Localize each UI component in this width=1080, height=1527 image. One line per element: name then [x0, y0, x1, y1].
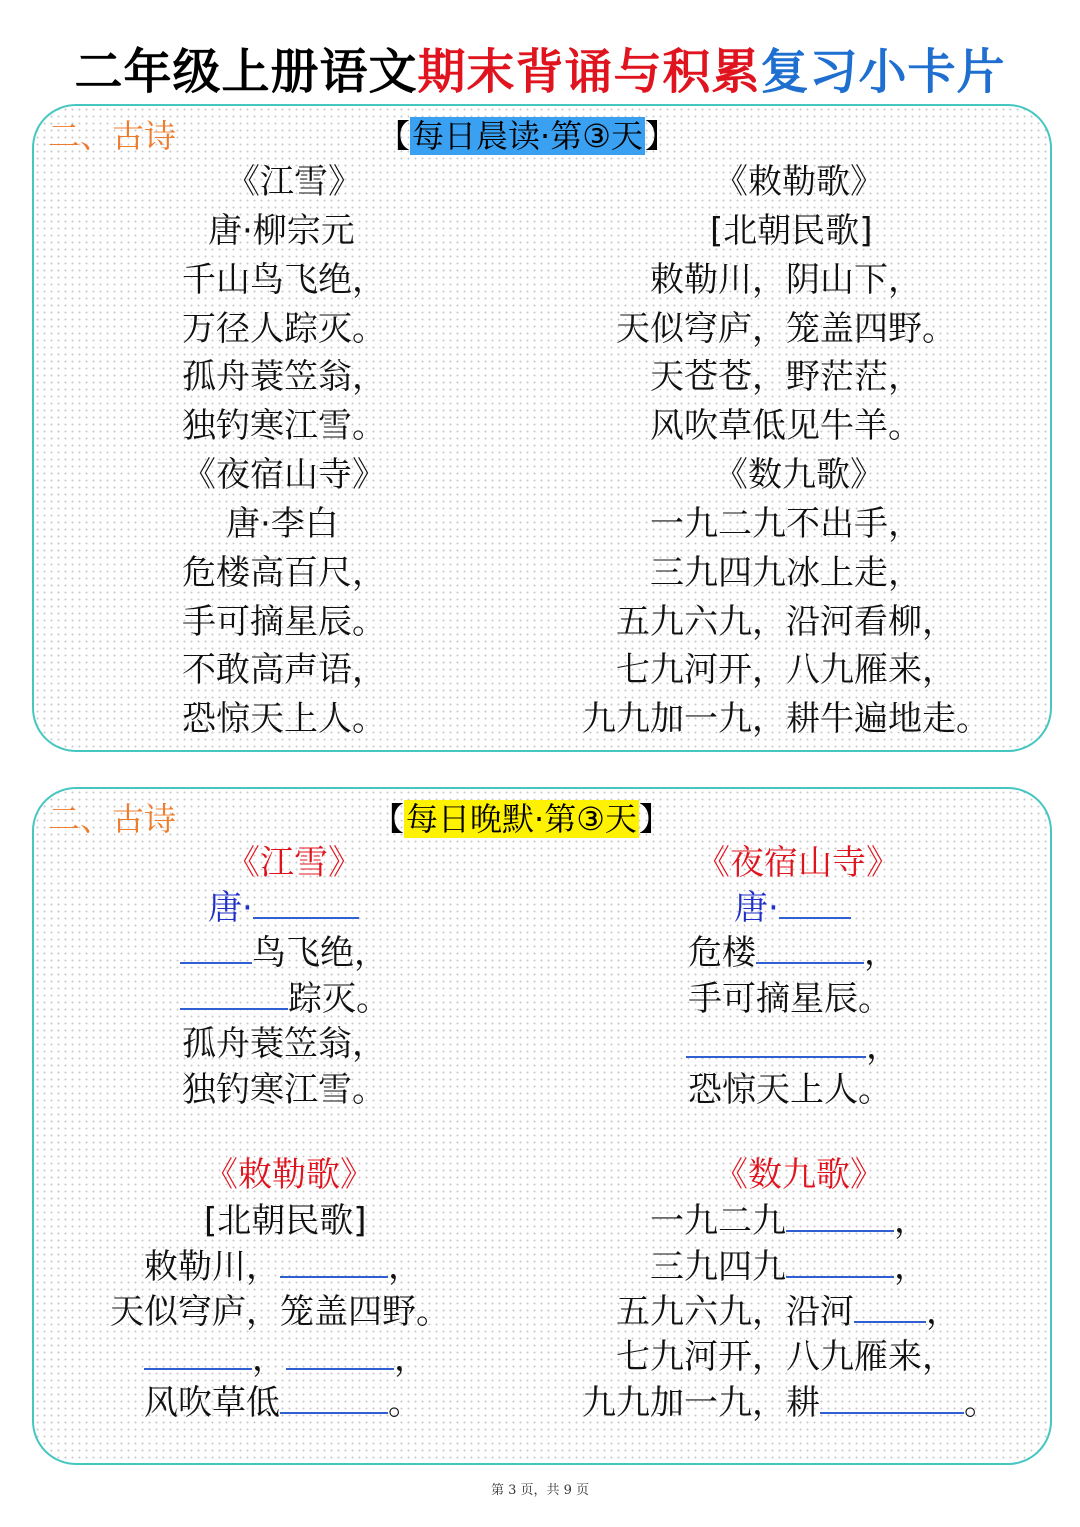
line-text: 九九加一九，耕	[582, 1383, 820, 1423]
poem-line	[144, 1245, 422, 1289]
poem-line: 孤舟蓑笠翁，	[182, 357, 386, 397]
poem-line: 敕勒川，阴山下，	[650, 260, 922, 300]
fill-blank[interactable]	[286, 1338, 394, 1370]
section-heading: 二、古诗	[48, 117, 177, 155]
poem-line: 恐惊天上人。	[688, 1070, 892, 1110]
poem-line: 孤舟蓑笠翁，	[182, 1024, 386, 1064]
punctuation: 。	[388, 1383, 422, 1423]
poem-line	[180, 977, 390, 1021]
poem-line: 九九加一九，耕牛遍地走。	[582, 699, 990, 739]
fill-blank[interactable]	[820, 1382, 964, 1414]
section-heading: 二、古诗	[48, 800, 177, 838]
poem-line	[650, 1245, 928, 1289]
poem-line: 危楼高百尺，	[182, 553, 386, 593]
fill-blank[interactable]	[786, 1246, 894, 1278]
fill-blank[interactable]	[854, 1291, 926, 1323]
fill-blank[interactable]	[253, 887, 359, 919]
fill-blank[interactable]	[686, 1026, 866, 1058]
poem-title: 《数九歌》	[714, 455, 884, 495]
poem-line: 三九四九冰上走，	[650, 553, 922, 593]
fill-blank[interactable]	[180, 932, 252, 964]
title-part-3: 复习小卡片	[760, 44, 1006, 100]
poem-line: 不敢高声语，	[182, 650, 386, 690]
poem-line	[688, 931, 898, 975]
line-text: 一九二九	[650, 1201, 786, 1241]
poem-line: 五九六九，沿河看柳，	[616, 602, 956, 642]
poem-line: 风吹草低见牛羊。	[650, 406, 922, 446]
poem-line: 一九二九不出手，	[650, 504, 922, 544]
author-prefix: 唐·	[208, 888, 253, 928]
punctuation: ，	[394, 1339, 428, 1379]
fill-blank[interactable]	[779, 887, 851, 919]
fill-blank[interactable]	[786, 1200, 894, 1232]
evening-dictation-card	[32, 787, 1052, 1465]
poem-line	[616, 1290, 960, 1334]
title-part-1: 二年级上册语文	[74, 44, 418, 100]
banner-bracket-right: 】	[644, 117, 677, 155]
line-text: 鸟飞绝，	[252, 933, 388, 973]
line-text: 风吹草低	[144, 1383, 280, 1423]
poem-author	[208, 886, 359, 930]
morning-banner	[378, 114, 677, 158]
punctuation: ，	[866, 1027, 900, 1067]
line-text: 五九六九，沿河	[616, 1292, 854, 1332]
poem-author: [北朝民歌]	[710, 211, 873, 251]
fill-blank[interactable]	[756, 932, 864, 964]
poem-line: 手可摘星辰。	[182, 602, 386, 642]
poem-title: 《夜宿山寺》	[182, 455, 386, 495]
fill-blank[interactable]	[280, 1382, 388, 1414]
poem-line: 千山鸟飞绝，	[182, 260, 386, 300]
evening-banner	[372, 797, 671, 841]
poem-author: [北朝民歌]	[204, 1201, 367, 1241]
poem-line: 手可摘星辰。	[688, 979, 892, 1019]
fill-blank[interactable]	[144, 1338, 252, 1370]
poem-line	[144, 1337, 428, 1381]
poem-title: 《江雪》	[226, 162, 362, 202]
poem-line	[582, 1381, 998, 1425]
punctuation: ，	[894, 1201, 928, 1241]
page-number: 第 3 页，共 9 页	[490, 1483, 590, 1498]
line-text: 危楼	[688, 933, 756, 973]
title-part-2: 期末背诵与积累	[417, 44, 761, 100]
poem-line	[144, 1381, 422, 1425]
poem-title: 《夜宿山寺》	[696, 843, 900, 883]
poem-line: 七九河开，八九雁来，	[616, 1337, 956, 1377]
punctuation: ，	[252, 1339, 286, 1379]
banner-bracket-right: 】	[638, 800, 671, 838]
poem-author: 唐·李白	[226, 504, 339, 544]
punctuation: ，	[388, 1247, 422, 1287]
page-title	[0, 42, 1080, 102]
poem-line: 天似穹庐，笼盖四野。	[110, 1292, 450, 1332]
banner-text: 每日晚默·第③天	[406, 800, 637, 838]
poem-line: 恐惊天上人。	[182, 699, 386, 739]
punctuation: ，	[894, 1247, 928, 1287]
punctuation: ，	[926, 1292, 960, 1332]
poem-title: 《敕勒歌》	[204, 1155, 374, 1195]
poem-line: 万径人踪灭。	[182, 309, 386, 349]
poem-title: 《数九歌》	[714, 1155, 884, 1195]
poem-line: 七九河开，八九雁来，	[616, 650, 956, 690]
poem-line: 独钓寒江雪。	[182, 1070, 386, 1110]
line-text: 踪灭。	[288, 979, 390, 1019]
morning-reading-card	[32, 104, 1052, 752]
poem-line	[180, 931, 388, 975]
poem-line: 天苍苍，野茫茫，	[650, 357, 922, 397]
poem-title: 《江雪》	[226, 843, 362, 883]
poem-line	[686, 1025, 900, 1069]
poem-line: 独钓寒江雪。	[182, 406, 386, 446]
line-text: 敕勒川，	[144, 1247, 280, 1287]
fill-blank[interactable]	[180, 978, 288, 1010]
poem-author	[734, 886, 851, 930]
poem-line	[650, 1199, 928, 1243]
punctuation: ，	[864, 933, 898, 973]
banner-bracket-left: 【	[378, 117, 411, 155]
poem-line: 天似穹庐，笼盖四野。	[616, 309, 956, 349]
punctuation: 。	[964, 1383, 998, 1423]
poem-title: 《敕勒歌》	[714, 162, 884, 202]
line-text: 三九四九	[650, 1247, 786, 1287]
author-prefix: 唐·	[734, 888, 779, 928]
banner-bracket-left: 【	[372, 800, 405, 838]
fill-blank[interactable]	[280, 1246, 388, 1278]
poem-author: 唐·柳宗元	[208, 211, 355, 251]
banner-text: 每日晨读·第③天	[412, 117, 643, 155]
